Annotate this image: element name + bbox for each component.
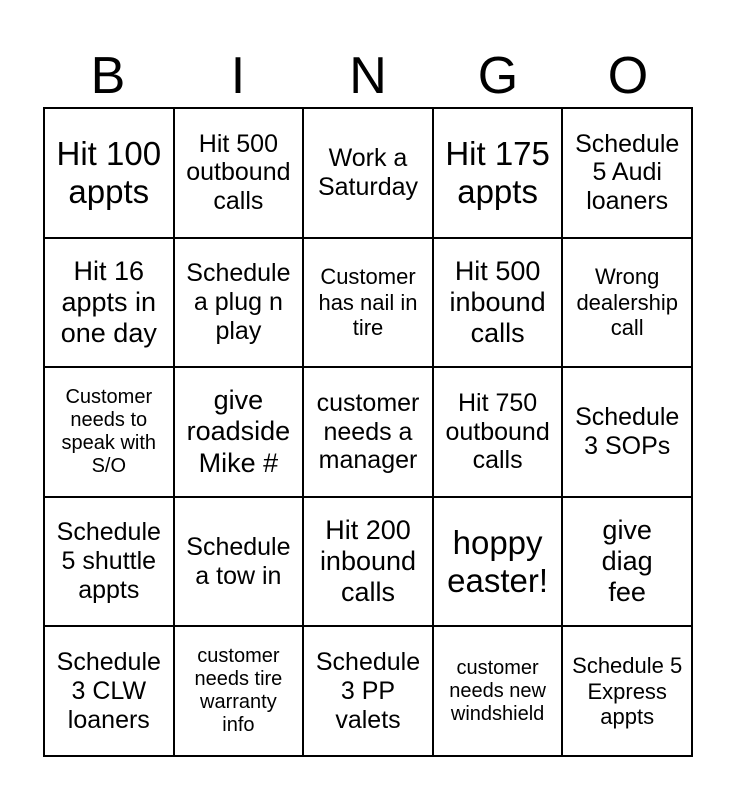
bingo-cell-text: Schedule 5 Express appts bbox=[572, 653, 683, 729]
bingo-cell[interactable] bbox=[434, 239, 564, 369]
bingo-cell-text: customer needs new windshield bbox=[449, 656, 546, 725]
header-letter-o: O bbox=[607, 47, 649, 105]
bingo-cell-text: hoppy easter! bbox=[447, 523, 549, 599]
bingo-cell[interactable] bbox=[434, 368, 564, 498]
bingo-cell-text: Hit 100 appts bbox=[56, 134, 162, 210]
bingo-cell-text: Hit 175 appts bbox=[445, 134, 550, 210]
bingo-cell[interactable] bbox=[563, 498, 693, 628]
bingo-cell-text: Wrong dealership call bbox=[576, 264, 678, 341]
bingo-cell[interactable] bbox=[434, 627, 564, 757]
bingo-cell-text: give roadside Mike # bbox=[186, 385, 291, 478]
bingo-cell[interactable] bbox=[563, 239, 693, 369]
bingo-cell[interactable] bbox=[45, 109, 175, 239]
bingo-cell-text: Hit 500 inbound calls bbox=[449, 255, 546, 348]
bingo-cell-text: customer needs tire warranty info bbox=[194, 645, 283, 737]
bingo-cell[interactable] bbox=[175, 627, 305, 757]
bingo-cell[interactable] bbox=[45, 627, 175, 757]
bingo-cell[interactable] bbox=[304, 498, 434, 628]
bingo-cell[interactable] bbox=[563, 627, 693, 757]
header-letter-g: G bbox=[477, 47, 519, 105]
bingo-cell-text: Hit 500 outbound calls bbox=[186, 129, 291, 216]
bingo-cell[interactable] bbox=[304, 368, 434, 498]
bingo-header bbox=[43, 44, 693, 108]
bingo-cell-text: Customer needs to speak with S/O bbox=[61, 385, 157, 477]
bingo-cell[interactable] bbox=[45, 239, 175, 369]
bingo-cell-text: Hit 16 appts in one day bbox=[60, 255, 157, 348]
bingo-cell-text: Schedule 5 shuttle appts bbox=[56, 518, 161, 604]
bingo-cell-text: Schedule a plug n play bbox=[186, 259, 291, 345]
bingo-cell[interactable] bbox=[434, 498, 564, 628]
bingo-cell-text: Schedule 5 Audi loaners bbox=[575, 129, 680, 216]
header-letter-i: I bbox=[230, 47, 246, 105]
bingo-cell[interactable] bbox=[175, 368, 305, 498]
bingo-cell-text: Customer has nail in tire bbox=[318, 264, 418, 341]
bingo-cell-text: Schedule 3 PP valets bbox=[315, 648, 421, 734]
bingo-cell[interactable] bbox=[45, 498, 175, 628]
bingo-cell-text: Work a Saturday bbox=[317, 144, 419, 201]
bingo-cell[interactable] bbox=[434, 109, 564, 239]
bingo-cell[interactable] bbox=[304, 109, 434, 239]
bingo-cell-text: Schedule a tow in bbox=[186, 532, 291, 590]
header-letter-b: B bbox=[90, 47, 126, 105]
bingo-cell[interactable] bbox=[175, 239, 305, 369]
bingo-cell-text: give diag fee bbox=[601, 515, 653, 608]
bingo-cell-text: Hit 200 inbound calls bbox=[319, 515, 417, 608]
bingo-cell[interactable] bbox=[175, 109, 305, 239]
bingo-cell-text: Hit 750 outbound calls bbox=[445, 388, 550, 475]
bingo-card-grid bbox=[43, 107, 693, 757]
bingo-cell-text: customer needs a manager bbox=[316, 388, 420, 475]
bingo-cell[interactable] bbox=[563, 368, 693, 498]
bingo-cell[interactable] bbox=[175, 498, 305, 628]
bingo-cell[interactable] bbox=[45, 368, 175, 498]
bingo-cell-text: Schedule 3 CLW loaners bbox=[56, 648, 161, 734]
bingo-cell[interactable] bbox=[304, 239, 434, 369]
bingo-cell[interactable] bbox=[563, 109, 693, 239]
bingo-cell-text: Schedule 3 SOPs bbox=[575, 403, 680, 460]
header-letter-n: N bbox=[349, 47, 387, 105]
bingo-cell[interactable] bbox=[304, 627, 434, 757]
